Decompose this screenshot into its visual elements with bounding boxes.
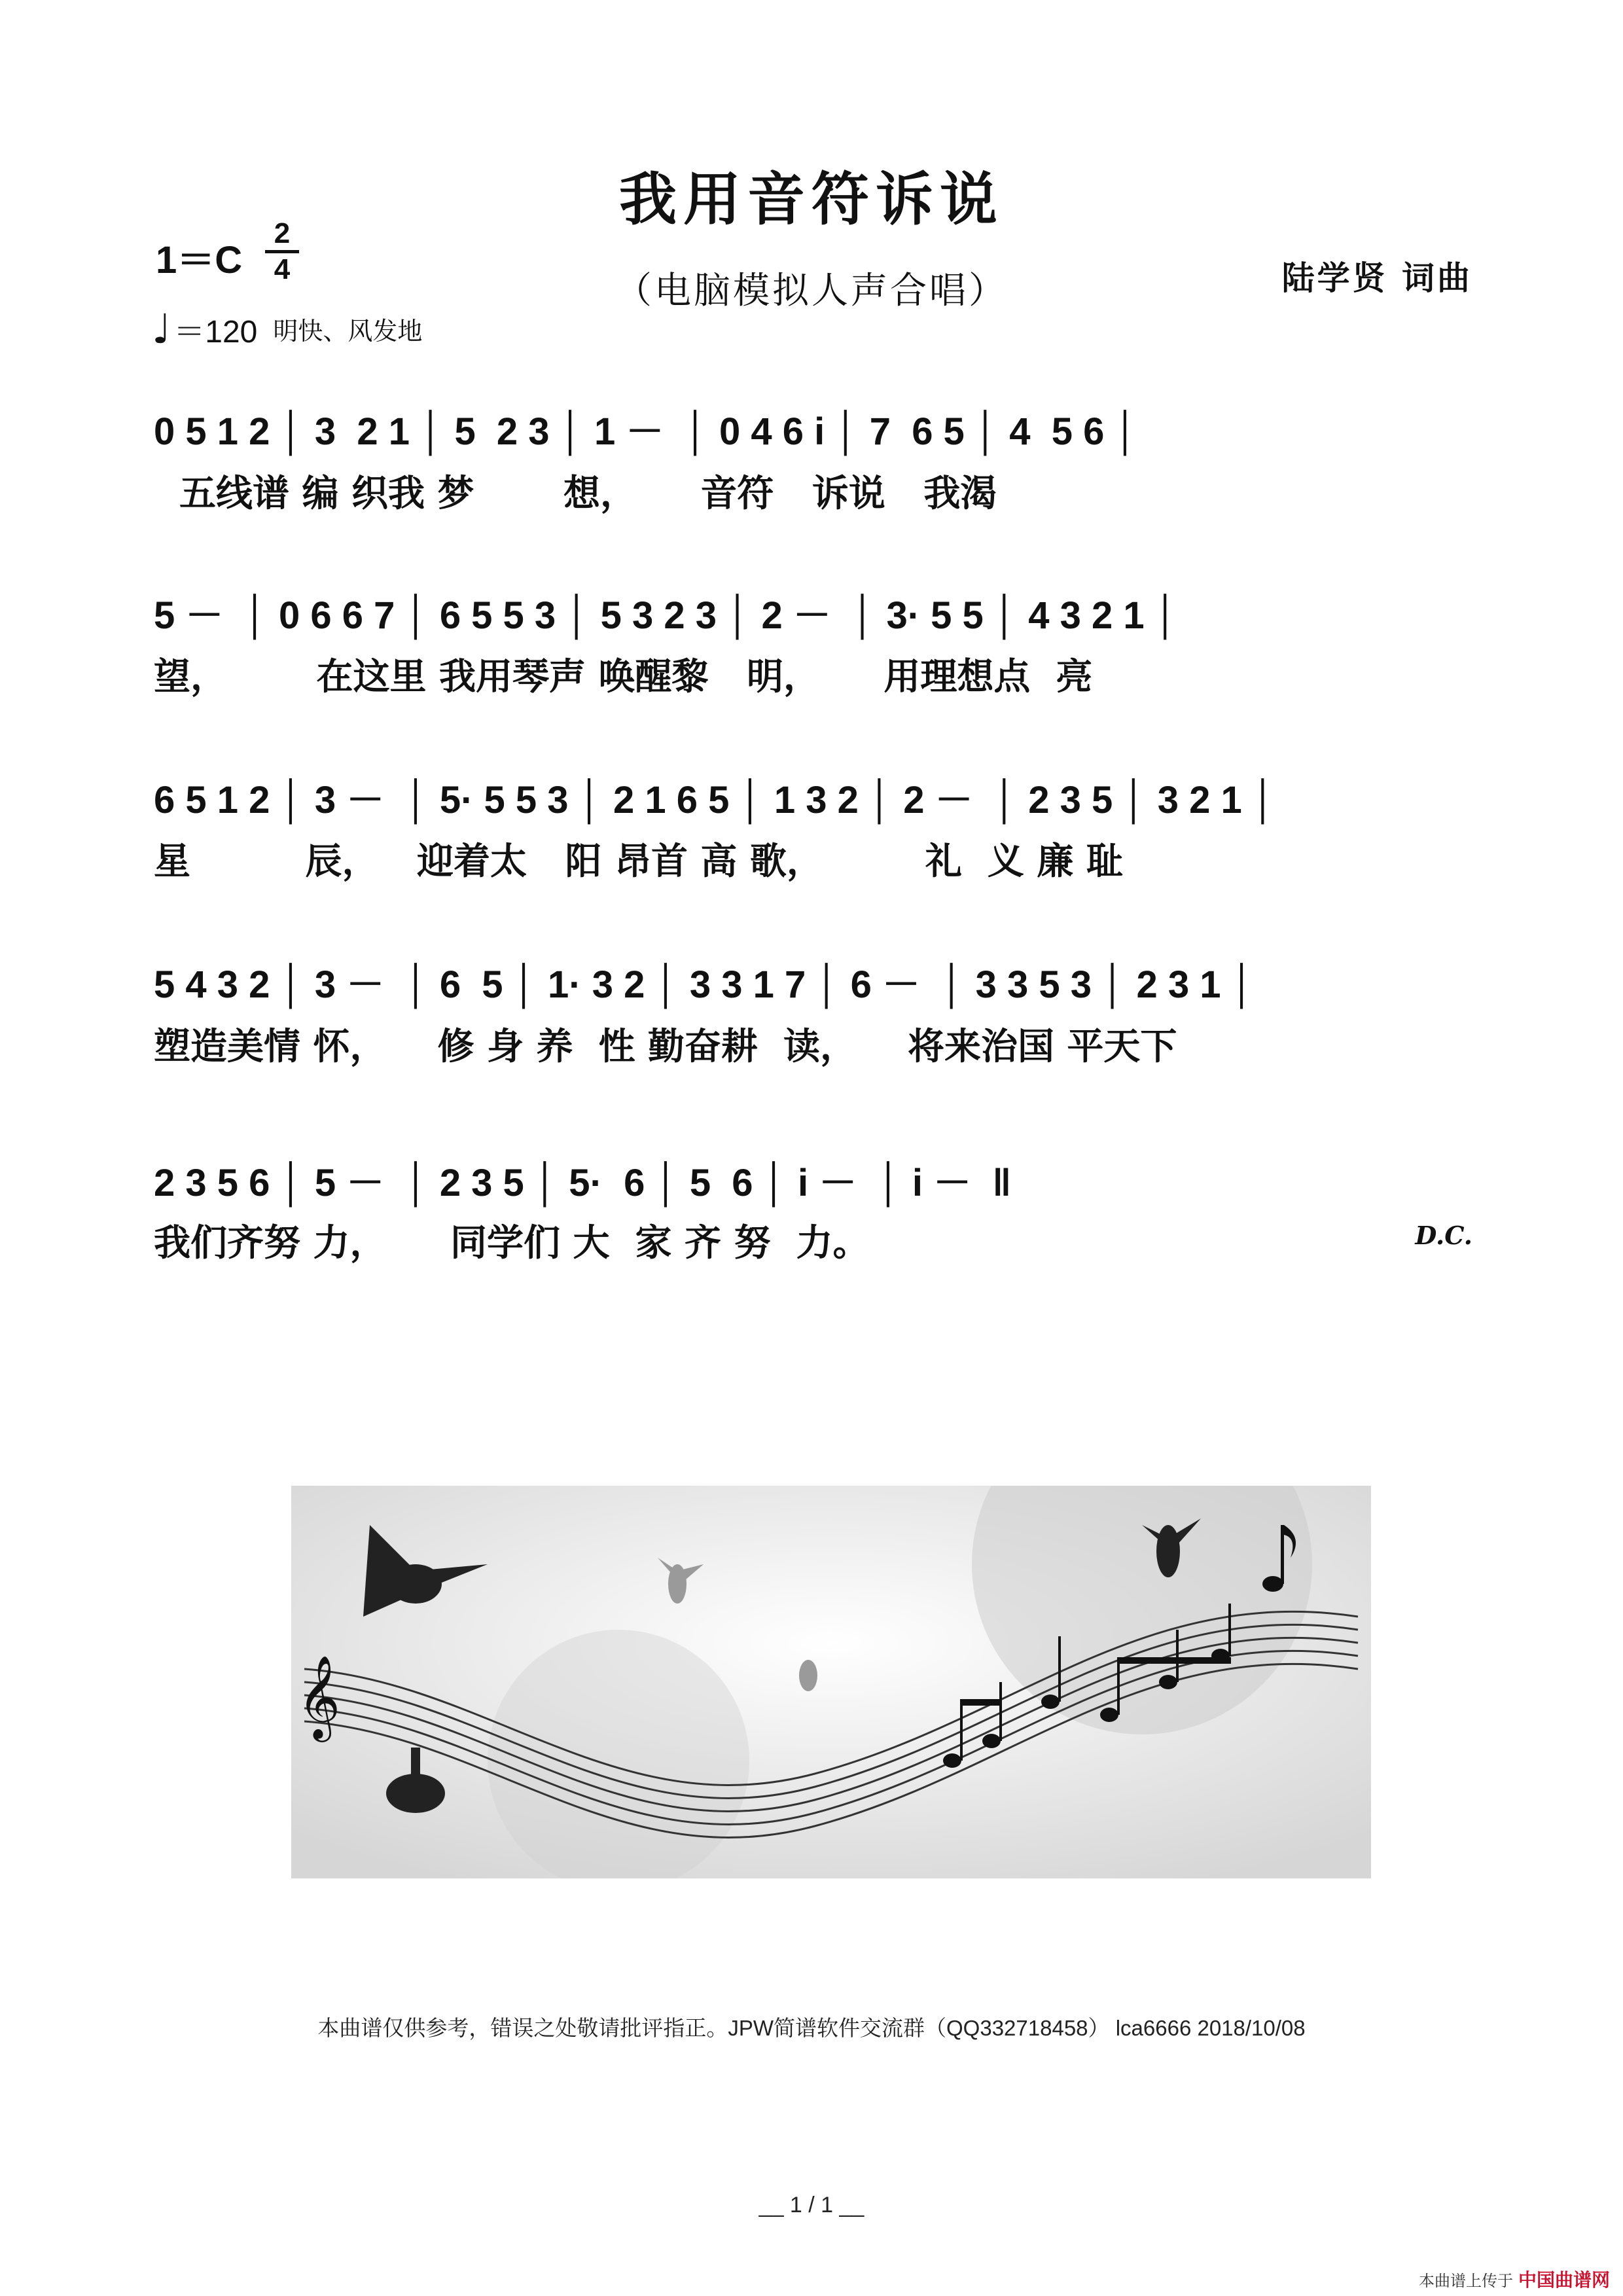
composer-credit: 陆学贤 词曲: [1281, 259, 1472, 297]
site-logo: 中国曲谱网: [1518, 2270, 1610, 2290]
svg-text:𝄞: 𝄞: [298, 1655, 341, 1738]
notes-row-5: 2 3 5 6 │ 5 － │ 2 3 5 │ 5· 6 │ 5 6 │ i － │ i － ‖: [154, 1162, 1012, 1204]
notes-row-3: 6 5 1 2 │ 3 － │ 5· 5 5 3 │ 2 1 6 5 │ 1 3 2 │ 2 － │ 2 3 5 │ 3 2 1 │: [154, 779, 1277, 821]
music-dancers-image: [291, 1486, 1371, 1878]
tempo-description: 明快、风发地: [273, 317, 423, 346]
notes-row-4: 5 4 3 2 │ 3 － │ 6 5 │ 1· 3 2 │ 3 3 1 7 │ 6 － │ 3 3 5 3 │ 2 3 1 │: [154, 963, 1255, 1006]
upload-label: 本曲谱上传于: [1418, 2272, 1513, 2290]
time-signature-top: 2: [274, 217, 291, 249]
lyrics-row-1: 五线谱 编 织我 梦 想， 音符 诉说 我渴: [154, 472, 997, 515]
footer-note: 本曲谱仅供参考，错误之处敬请批评指正。JPW简谱软件交流群（QQ332718458） lca6666 2018/10/08: [317, 2016, 1306, 2040]
score-subtitle: （电脑模拟人声合唱）: [615, 270, 1008, 312]
da-capo-marking: D.C.: [1415, 1221, 1472, 1250]
lyrics-row-5: 我们齐努 力， 同学们 大 家 齐 努 力。: [154, 1221, 870, 1265]
quarter-note-icon: ♩: [152, 304, 171, 353]
decorative-illustration: [291, 1486, 1371, 1878]
lyrics-row-2: 望， 在这里 我用琴声 唤醒黎 明， 用理想点 亮: [154, 655, 1093, 698]
key-signature: 1＝C: [156, 239, 243, 281]
lyrics-row-3: 星 辰， 迎着太 阳 昂首 高 歌， 礼 义 廉 耻: [154, 840, 1123, 883]
time-signature-bottom: 4: [274, 253, 291, 285]
notes-row-1: 0 5 1 2 │ 3 2 1 │ 5 2 3 │ 1 － │ 0 4 6 i │ 7 6 5 │ 4 5 6 │: [154, 410, 1139, 453]
score-title: 我用音符诉说: [618, 165, 1004, 233]
notes-row-2: 5 － │ 0 6 6 7 │ 6 5 5 3 │ 5 3 2 3 │ 2 － │ 3· 5 5 │ 4 3 2 1 │: [154, 594, 1179, 637]
page-number: __ 1 / 1 __: [758, 2193, 865, 2217]
lyrics-row-4: 塑造美情 怀， 修 身 养 性 勤奋耕 读， 将来治国 平天下: [154, 1025, 1177, 1068]
tempo-value: ＝120: [173, 315, 258, 350]
site-watermark: [1419, 2266, 1610, 2292]
